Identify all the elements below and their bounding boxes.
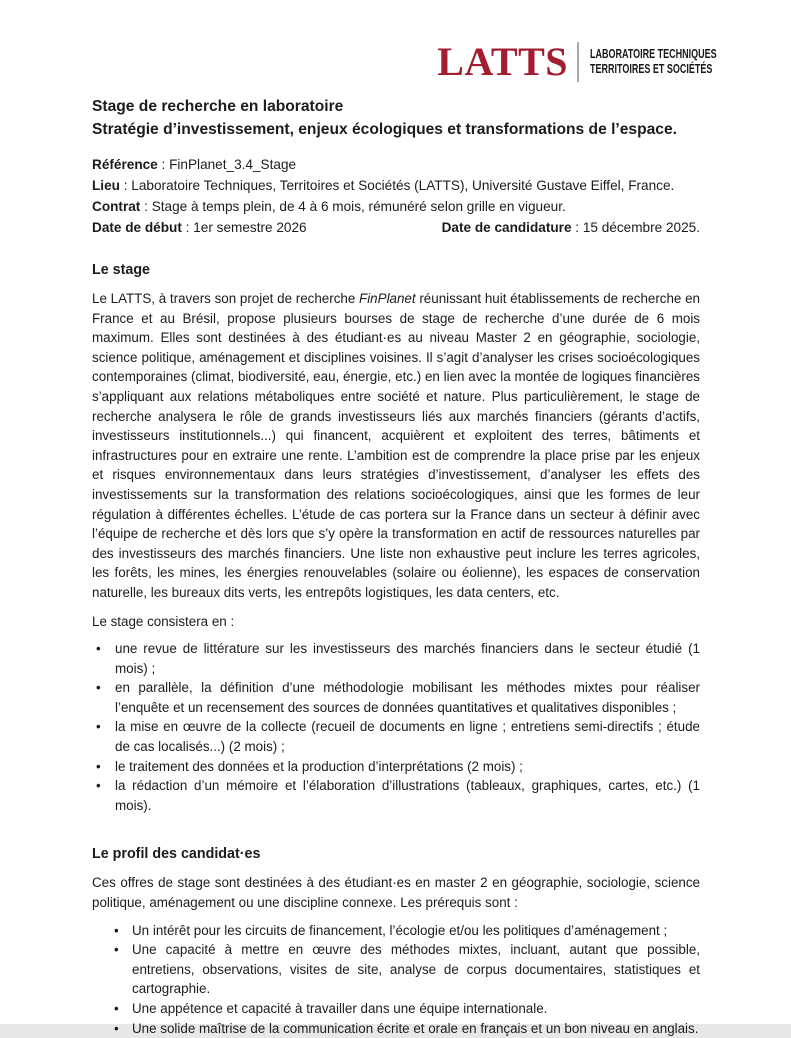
list-item: • le traitement des données et la production d’interprétations (2 mois) ;	[92, 757, 700, 777]
profile-paragraph: Ces offres de stage sont destinées à des étudiant·es en master 2 en géographie, sociologie, science politique, aménagement ou une discipline connexe. Les prérequis sont :	[92, 875, 700, 911]
section-heading-stage: Le stage	[92, 262, 151, 278]
stage-task-list	[92, 639, 700, 815]
meta-reference-label: Référence	[92, 157, 158, 172]
meta-start-date	[92, 217, 307, 238]
page-title: Stage de recherche en laboratoire	[92, 98, 344, 115]
list-item: • Une solide maîtrise de la communication écrite et orale en français et un bon niveau en anglais.	[92, 1019, 700, 1038]
stage-paragraph	[92, 289, 700, 603]
meta-separator: :	[140, 199, 152, 214]
meta-reference-value: FinPlanet_3.4_Stage	[169, 157, 297, 172]
logo-subtitle-line2: TERRITOIRES ET SOCIÉTÉS	[590, 61, 713, 76]
logo-acronym: LATTS	[437, 38, 568, 84]
list-item: • Un intérêt pour les circuits de financement, l’écologie et/ou les politiques d’aménagement ;	[92, 921, 700, 941]
meta-separator: :	[119, 178, 132, 193]
meta-reference	[92, 154, 700, 175]
list-item: • une revue de littérature sur les investisseurs des marchés financiers dans le secteur étudié (1 mois) ;	[92, 639, 700, 678]
project-name-italic: FinPlanet	[359, 291, 416, 306]
meta-application-date-label: Date de candidature	[441, 220, 572, 235]
meta-contract	[92, 196, 700, 217]
meta-application-date-value: 15 décembre 2025.	[582, 220, 700, 235]
title-block	[92, 95, 700, 141]
logo-subtitle-line1: LABORATOIRE TECHNIQUES	[590, 47, 717, 61]
meta-block	[92, 154, 700, 238]
stage-paragraph-part1: Le LATTS, à travers son projet de recherche	[92, 291, 360, 306]
section-heading-profile: Le profil des candidat·es	[92, 846, 261, 863]
list-item: • Une capacité à mettre en œuvre des méthodes mixtes, incluant, autant que possible, entretiens, observations, visites de site, analyse de corpus documentaires, statistiques et cartographie.	[92, 940, 700, 999]
list-item: • la rédaction d’un mémoire et l’élaboration d’illustrations (tableaux, graphiques, cartes, etc.) (1 mois).	[92, 776, 700, 815]
stage-list-intro: Le stage consistera en :	[92, 613, 235, 629]
meta-location-label: Lieu	[92, 178, 120, 193]
page-subtitle: Stratégie d’investissement, enjeux écologiques et transformations de l’espace.	[92, 121, 677, 138]
meta-separator: :	[571, 220, 583, 235]
meta-location-value: Laboratoire Techniques, Territoires et Sociétés (LATTS), Université Gustave Eiffel, France.	[131, 178, 675, 193]
meta-dates-row	[92, 217, 700, 238]
list-item: • la mise en œuvre de la collecte (recueil de documents en ligne ; entretiens semi-directifs ; étude de cas localisés...) (2 mois) ;	[92, 717, 700, 756]
meta-location	[92, 175, 700, 196]
logo-subtitle	[590, 47, 717, 76]
meta-start-date-value: 1er semestre 2026	[193, 220, 307, 235]
meta-contract-value: Stage à temps plein, de 4 à 6 mois, rémunéré selon grille en vigueur.	[151, 199, 566, 214]
profile-requirements-list	[92, 921, 700, 1038]
list-item: • en parallèle, la définition d’une méthodologie mobilisant les méthodes mixtes pour réaliser l’enquête et un recensement des sources de données quantitatives et qualitatives disponibles ;	[92, 678, 700, 717]
meta-start-date-label: Date de début	[92, 220, 182, 235]
meta-application-date	[442, 217, 700, 238]
meta-contract-label: Contrat	[92, 199, 141, 214]
list-item: • Une appétence et capacité à travailler dans une équipe internationale.	[92, 999, 700, 1019]
meta-separator: :	[181, 220, 194, 235]
stage-paragraph-part2: réunissant huit établissements de recherche en France et au Brésil, propose plusieurs bourses de stage de recherche d’une durée de 6 mois maximum. Elles sont destinées à des étudiant·es au niveau Master 2 en géographie, sociologie, science politique, aménagement et disciplines voisines. Il s’agit d’analyser les crises socioécologiques contemporaines (climat, biodiversité, eau, énergie, etc.) en lien avec la montée de logiques financières s’appliquant aux relations métaboliques entre société et nature. Plus particulièrement, le stage de recherche analysera le rôle de grands investisseurs liés aux marchés financiers (gérants d’actifs, investisseurs institutionnels...) qui financent, acquièrent et exploitent des terres, bâtiments et infrastructures pour en extraire une rente. L’ambition est de comprendre la place prise par les enjeux et risques environnementaux dans leurs stratégies d’investissement, d’analyser les effets des investissements sur la transformation des relations socioécologiques, ainsi que les formes de leur régulation à différentes échelles. L’étude de cas portera sur la France dans un secteur à définir avec l’équipe de recherche et dès lors que s’y opère la transformation en actif de ressources naturelles par des investisseurs des marchés financiers. Une liste non exhaustive peut inclure les terres agricoles, les forêts, les mines, les énergies renouvelables (solaire ou éolienne), les espaces de conservation naturelle, les bureaux dits verts, les entrepôts logistiques, les data centers, etc.	[92, 291, 701, 600]
logo-divider	[577, 42, 579, 82]
meta-separator: :	[157, 157, 170, 172]
latts-logo	[437, 38, 717, 84]
header	[92, 38, 717, 85]
